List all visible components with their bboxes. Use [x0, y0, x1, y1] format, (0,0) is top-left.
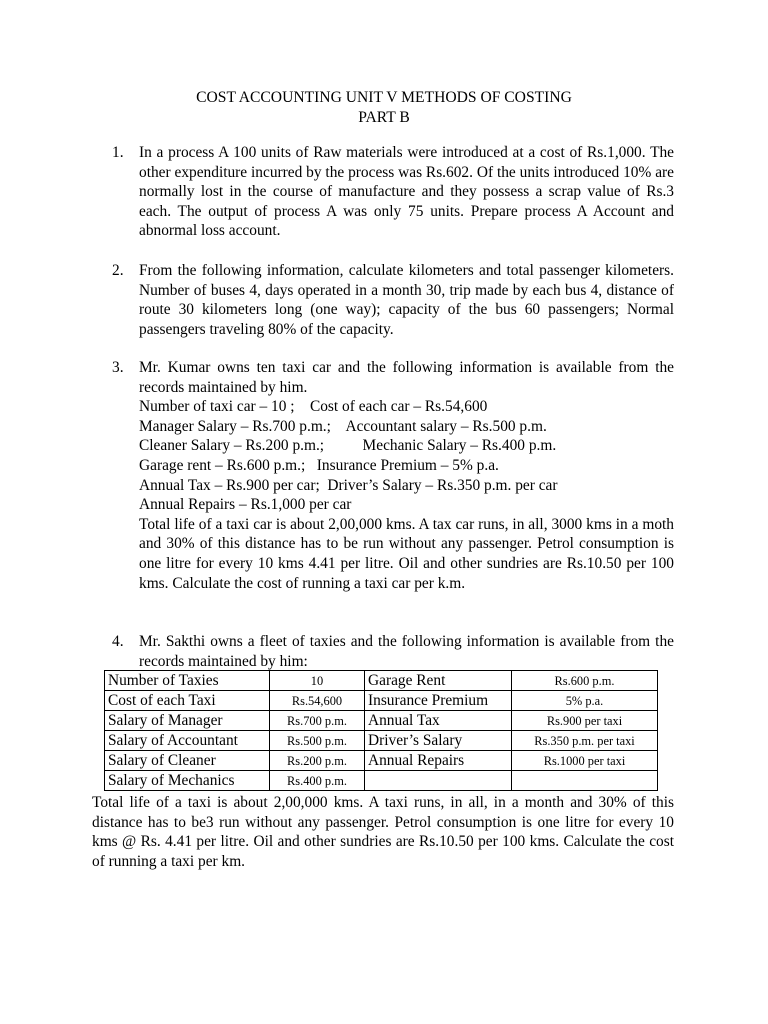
table-cell: Salary of Accountant — [105, 731, 270, 751]
table-cell: Cost of each Taxi — [105, 691, 270, 711]
table-cell: Number of Taxies — [105, 671, 270, 691]
question-1 — [112, 143, 674, 241]
detail-line: Garage rent – Rs.600 p.m.; Insurance Premium – 5% p.a. — [139, 456, 499, 474]
table-cell: Driver’s Salary — [365, 731, 512, 751]
table-row — [105, 751, 658, 771]
table-row — [105, 691, 658, 711]
table-cell: Annual Tax — [365, 711, 512, 731]
table-cell: Rs.1000 per taxi — [512, 751, 658, 771]
page-subtitle: PART B — [358, 109, 410, 126]
table-cell: Salary of Manager — [105, 711, 270, 731]
table-cell: Garage Rent — [365, 671, 512, 691]
question-3 — [112, 358, 674, 593]
table-cell: Rs.200 p.m. — [270, 751, 365, 771]
table-cell: Rs.400 p.m. — [270, 771, 365, 791]
table-cell: Rs.700 p.m. — [270, 711, 365, 731]
question-intro: Mr. Kumar owns ten taxi car and the following information is available from the records maintained by him. — [139, 359, 674, 396]
detail-line: Number of taxi car – 10 ; Cost of each car – Rs.54,600 — [139, 398, 488, 416]
table-row — [105, 671, 658, 691]
question-number: 1. — [112, 144, 124, 161]
detail-line: Annual Tax – Rs.900 per car; Driver’s Salary – Rs.350 p.m. per car — [139, 476, 558, 494]
table-cell: Annual Repairs — [365, 751, 512, 771]
table-row — [105, 711, 658, 731]
question-closing: Total life of a taxi is about 2,00,000 kms. A taxi runs, in all, in a month and 30% of this distance has to be3 run without any passenger. Petrol consumption is one litre for every 10 kms @ Rs. 4.41 per litre. Oil and other sundries are Rs.10.50 per 100 kms. Calculate the cost of running a taxi per km. — [92, 794, 674, 870]
table-cell: 10 — [270, 671, 365, 691]
table-cell: Rs.350 p.m. per taxi — [512, 731, 658, 751]
question-4-closing — [92, 793, 674, 871]
question-text: From the following information, calculate kilometers and total passenger kilometers. Number of buses 4, days operated in a month 30, trip made by each bus 4, distance of route 30 kilometers long (one way); capacity of the bus 60 passengers; Normal passengers traveling 80% of the capacity. — [139, 262, 674, 338]
question-text: In a process A 100 units of Raw materials were introduced at a cost of Rs.1,000. The other expenditure incurred by the process was Rs.602. Of the units introduced 10% are normally lost in the course of manufacture and they possess a scrap value of Rs.3 each. The output of process A was only 75 units. Prepare process A Account and abnormal loss account. — [139, 144, 674, 240]
table-cell: Rs.500 p.m. — [270, 731, 365, 751]
table-cell: Rs.54,600 — [270, 691, 365, 711]
question-closing: Total life of a taxi car is about 2,00,000 kms. A tax car runs, in all, 3000 kms in a moth and 30% of this distance has to be run without any passenger. Petrol consumption is one litre for every 10 kms 4.41 per litre. Oil and other sundries are Rs.10.50 per 100 kms. Calculate the cost of running a taxi car per k.m. — [139, 515, 674, 592]
table-cell: Insurance Premium — [365, 691, 512, 711]
question-number: 4. — [112, 633, 124, 650]
table-cell — [365, 771, 512, 791]
table-cell: Salary of Mechanics — [105, 771, 270, 791]
detail-line: Annual Repairs – Rs.1,000 per car — [139, 496, 352, 514]
table-row — [105, 731, 658, 751]
table-cell: Salary of Cleaner — [105, 751, 270, 771]
question-number: 2. — [112, 262, 124, 279]
question-number: 3. — [112, 359, 124, 376]
table-row — [105, 771, 658, 791]
table-cell: Rs.900 per taxi — [512, 711, 658, 731]
detail-line: Cleaner Salary – Rs.200 p.m.; Mechanic Salary – Rs.400 p.m. — [139, 437, 557, 455]
table-cell: 5% p.a. — [512, 691, 658, 711]
taxi-cost-table — [104, 670, 658, 791]
page-heading — [0, 88, 768, 128]
question-4 — [112, 632, 674, 671]
question-intro: Mr. Sakthi owns a fleet of taxies and the following information is available from the records maintained by him: — [139, 633, 674, 670]
table-cell — [512, 771, 658, 791]
detail-line: Manager Salary – Rs.700 p.m.; Accountant salary – Rs.500 p.m. — [139, 417, 547, 435]
page-title: COST ACCOUNTING UNIT V METHODS OF COSTING — [196, 89, 572, 106]
question-2 — [112, 261, 674, 339]
table-cell: Rs.600 p.m. — [512, 671, 658, 691]
